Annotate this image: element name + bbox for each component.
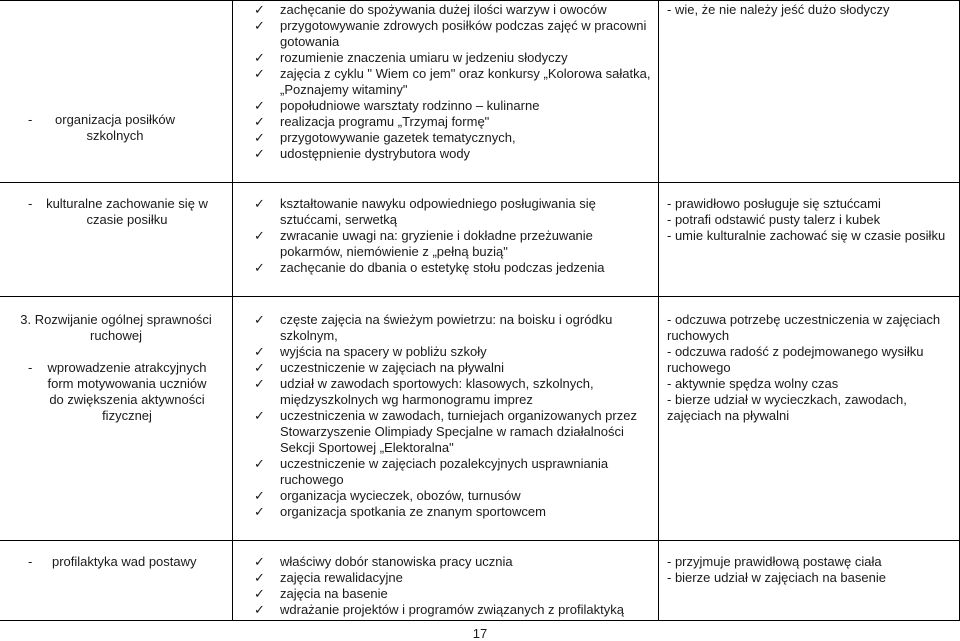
row3-topic — [10, 312, 222, 424]
check-icon: ✓ — [254, 554, 265, 569]
row1-methods — [256, 2, 656, 162]
check-icon: ✓ — [254, 344, 265, 359]
check-icon: ✓ — [254, 586, 265, 601]
outcome-line: - wie, że nie należy jeść dużo słodyczy — [667, 2, 890, 17]
outcome-line: - przyjmuje prawidłową postawę ciała — [667, 554, 882, 569]
outcome-line: - bierze udział w zajęciach na basenie — [667, 570, 886, 585]
check-icon: ✓ — [254, 2, 265, 17]
list-item: ✓ uczestniczenie w zajęciach na pływalni — [254, 360, 505, 375]
list-item: ✓ zajęcia z cyklu " Wiem co jem" oraz konkursy „Kolorowa sałatka, „Poznajemy witaminy" — [254, 66, 651, 97]
list-item: ✓ realizacja programu „Trzymaj formę" — [254, 114, 490, 129]
row2-outcomes — [667, 196, 957, 244]
list-item: ✓ kształtowanie nawyku odpowiedniego posługiwania się sztućcami, serwetką — [254, 196, 596, 227]
check-icon: ✓ — [254, 570, 265, 585]
list-item: ✓ przygotowywanie gazetek tematycznych, — [254, 130, 516, 145]
check-icon: ✓ — [254, 114, 265, 129]
check-icon: ✓ — [254, 408, 265, 423]
row-divider — [0, 0, 960, 1]
column-divider — [232, 0, 233, 620]
check-icon: ✓ — [254, 146, 265, 161]
outcome-line: - odczuwa radość z podejmowanego wysiłku ruchowego — [667, 344, 924, 375]
row-divider — [0, 182, 960, 183]
list-item: ✓ zajęcia rewalidacyjne — [254, 570, 403, 585]
row3-outcomes — [667, 312, 957, 424]
list-item: ✓ właściwy dobór stanowiska pracy ucznia — [254, 554, 513, 569]
list-item: ✓ przygotowywanie zdrowych posiłków podczas zajęć w pracowni gotowania — [254, 18, 647, 49]
check-icon: ✓ — [254, 312, 265, 327]
check-icon: ✓ — [254, 376, 265, 391]
row1-topic — [26, 112, 222, 144]
row3-methods — [256, 312, 656, 520]
check-icon: ✓ — [254, 504, 265, 519]
row4-topic — [26, 554, 222, 570]
list-item: ✓ wyjścia na spacery w pobliżu szkoły — [254, 344, 487, 359]
topic-text: profilaktyka wad postawy — [52, 554, 197, 569]
topic-text: wprowadzenie atrakcyjnych form motywowania uczniów do zwiększenia aktywności fizycznej — [47, 360, 207, 423]
outcome-line: - aktywnie spędza wolny czas — [667, 376, 839, 391]
row4-outcomes — [667, 554, 957, 586]
section-heading: 3. Rozwijanie ogólnej sprawności ruchowej — [20, 312, 212, 343]
topic-text: organizacja posiłków szkolnych — [55, 112, 175, 143]
list-item: ✓ udział w zawodach sportowych: klasowych, szkolnych, międzyszkolnych wg harmonogramu imprez — [254, 376, 594, 407]
list-item: ✓ zachęcanie do spożywania dużej ilości warzyw i owoców — [254, 2, 607, 17]
column-divider — [658, 0, 659, 620]
list-item: ✓ wdrażanie projektów i programów związanych z profilaktyką — [254, 602, 624, 617]
check-icon: ✓ — [254, 456, 265, 471]
list-item: ✓ popołudniowe warsztaty rodzinno – kulinarne — [254, 98, 540, 113]
topic-text: kulturalne zachowanie się w czasie posiłku — [46, 196, 208, 227]
outcome-line: - potrafi odstawić pusty talerz i kubek — [667, 212, 881, 227]
row1-outcomes — [667, 2, 957, 18]
row-divider — [0, 620, 960, 621]
check-icon: ✓ — [254, 360, 265, 375]
check-icon: ✓ — [254, 602, 265, 617]
list-item: ✓ organizacja wycieczek, obozów, turnusów — [254, 488, 521, 503]
dash-marker: - — [28, 196, 33, 211]
list-item: ✓ zajęcia na basenie — [254, 586, 388, 601]
outcome-line: - umie kulturalnie zachować się w czasie posiłku — [667, 228, 946, 243]
check-icon: ✓ — [254, 18, 265, 33]
method-list — [256, 554, 656, 618]
method-list — [256, 2, 656, 162]
check-icon: ✓ — [254, 98, 265, 113]
list-item: ✓ udostępnienie dystrybutora wody — [254, 146, 471, 161]
list-item: ✓ rozumienie znaczenia umiaru w jedzeniu słodyczy — [254, 50, 568, 65]
check-icon: ✓ — [254, 260, 265, 275]
dash-marker: - — [28, 554, 33, 569]
outcome-line: - odczuwa potrzebę uczestniczenia w zajęciach ruchowych — [667, 312, 941, 343]
list-item: ✓ częste zajęcia na świeżym powietrzu: na boisku i ogródku szkolnym, — [254, 312, 613, 343]
list-item: ✓ uczestniczenia w zawodach, turniejach organizowanych przez Stowarzyszenie Olimpiady Specjalne w ramach działalności Sekcji Sportowej „Elektoralna" — [254, 408, 637, 455]
row-divider — [0, 296, 960, 297]
list-item: ✓ organizacja spotkania ze znanym sportowcem — [254, 504, 546, 519]
method-list — [256, 196, 656, 276]
row2-methods — [256, 196, 656, 276]
row2-topic — [26, 196, 222, 228]
check-icon: ✓ — [254, 196, 265, 211]
outcome-line: - prawidłowo posługuje się sztućcami — [667, 196, 881, 211]
dash-marker: - — [28, 112, 33, 127]
check-icon: ✓ — [254, 488, 265, 503]
check-icon: ✓ — [254, 228, 265, 243]
list-item: ✓ uczestniczenie w zajęciach pozalekcyjnych usprawniania ruchowego — [254, 456, 609, 487]
method-list — [256, 312, 656, 520]
list-item: ✓ zwracanie uwagi na: gryzienie i dokładne przeżuwanie pokarmów, niemówienie z „pełną buzią" — [254, 228, 593, 259]
list-item: ✓ zachęcanie do dbania o estetykę stołu podczas jedzenia — [254, 260, 605, 275]
check-icon: ✓ — [254, 66, 265, 81]
check-icon: ✓ — [254, 130, 265, 145]
row4-methods — [256, 554, 656, 618]
row-divider — [0, 540, 960, 541]
outcome-line: - bierze udział w wycieczkach, zawodach, zajęciach na pływalni — [667, 392, 907, 423]
page-number: 17 — [472, 626, 488, 641]
dash-marker: - — [28, 360, 33, 375]
check-icon: ✓ — [254, 50, 265, 65]
